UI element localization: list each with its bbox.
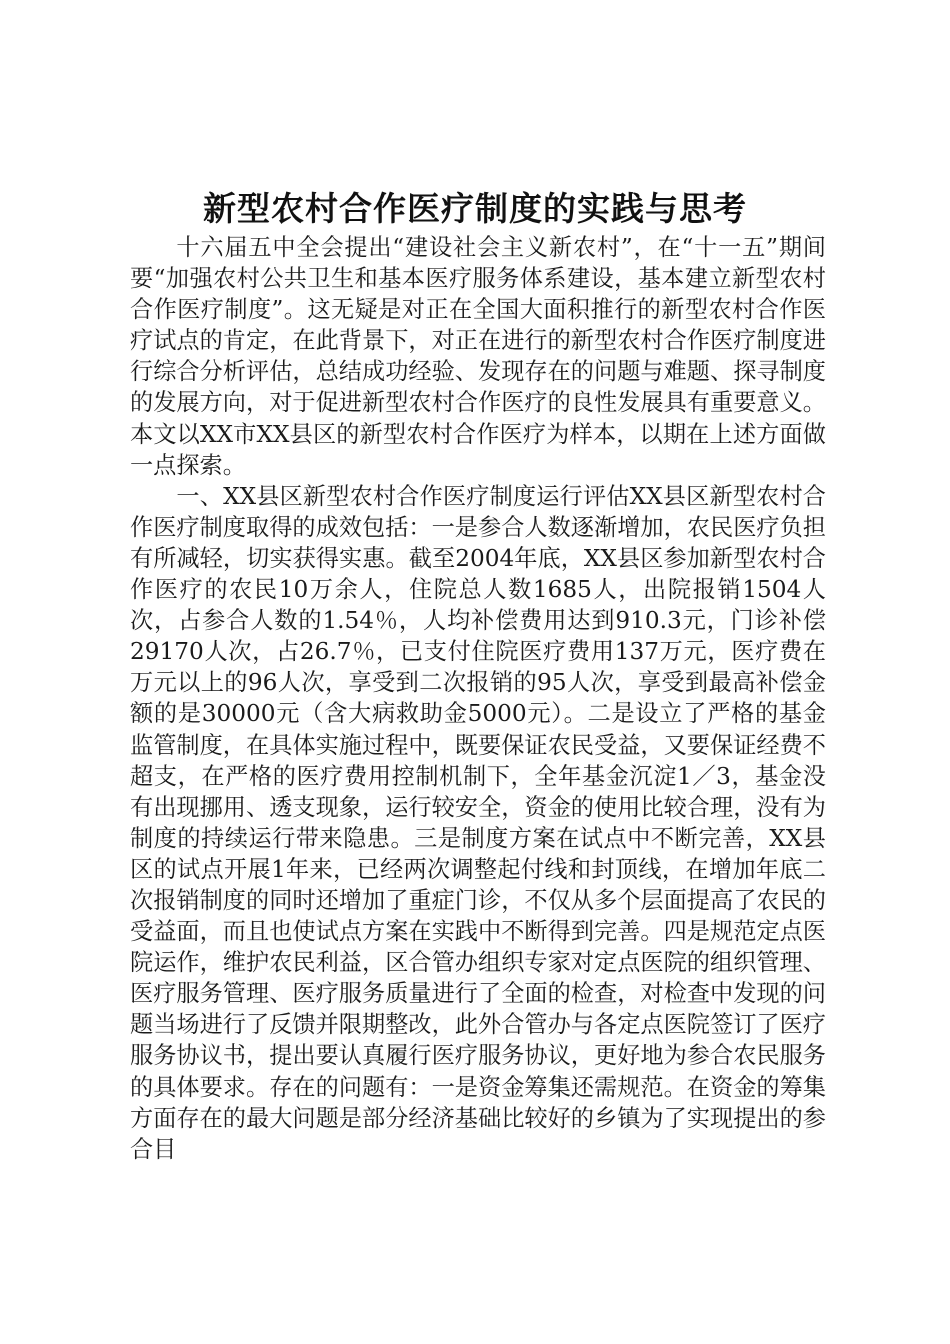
document-title: 新型农村合作医疗制度的实践与思考 bbox=[203, 189, 747, 228]
paragraph-section-one: 一、XX县区新型农村合作医疗制度运行评估XX县区新型农村合作医疗制度取得的成效包括：一是参合人数逐渐增加，农民医疗负担有所减轻，切实获得实惠。截至2004年底，XX县区参加新型农村合作医疗的农民10万余人，住院总人数1685人，出院报销1504人次，占参合人数的1.54％，人均补偿费用达到910.3元，门诊补偿29170人次，占26.7％，已支付住院医疗费用137万元，医疗费在万元以上的96人次，享受到二次报销的95人次，享受到最高补偿金额的是30000元（含大病救助金5000元）。二是设立了严格的基金监管制度，在具体实施过程中，既要保证农民受益，又要保证经费不超支，在严格的医疗费用控制机制下，全年基金沉淀1／3，基金没有出现挪用、透支现象，运行较安全，资金的使用比较合理，没有为制度的持续运行带来隐患。三是制度方案在试点中不断完善，XX县区的试点开展1年来，已经两次调整起付线和封顶线，在增加年底二次报销制度的同时还增加了重症门诊，不仅从多个层面提高了农民的受益面，而且也使试点方案在实践中不断得到完善。四是规范定点医院运作，维护农民利益，区合管办组织专家对定点医院的组织管理、医疗服务管理、医疗服务质量进行了全面的检查，对检查中发现的问题当场进行了反馈并限期整改，此外合管办与各定点医院签订了医疗服务协议书，提出要认真履行医疗服务协议，更好地为参合农民服务的具体要求。存在的问题有：一是资金筹集还需规范。在资金的筹集方面存在的最大问题是部分经济基础比较好的乡镇为了实现提出的参合目 bbox=[130, 482, 826, 1163]
paragraph-introduction: 十六届五中全会提出“建设社会主义新农村”，在“十一五”期间要“加强农村公共卫生和基本医疗服务体系建设，基本建立新型农村合作医疗制度”。这无疑是对正在全国大面积推行的新型农村合作医疗试点的肯定，在此背景下，对正在进行的新型农村合作医疗制度进行综合分析评估，总结成功经验、发现存在的问题与难题、探寻制度的发展方向，对于促进新型农村合作医疗的良性发展具有重要意义。本文以XX市XX县区的新型农村合作医疗为样本，以期在上述方面做一点探索。 bbox=[130, 234, 826, 479]
document-body bbox=[130, 232, 826, 1165]
